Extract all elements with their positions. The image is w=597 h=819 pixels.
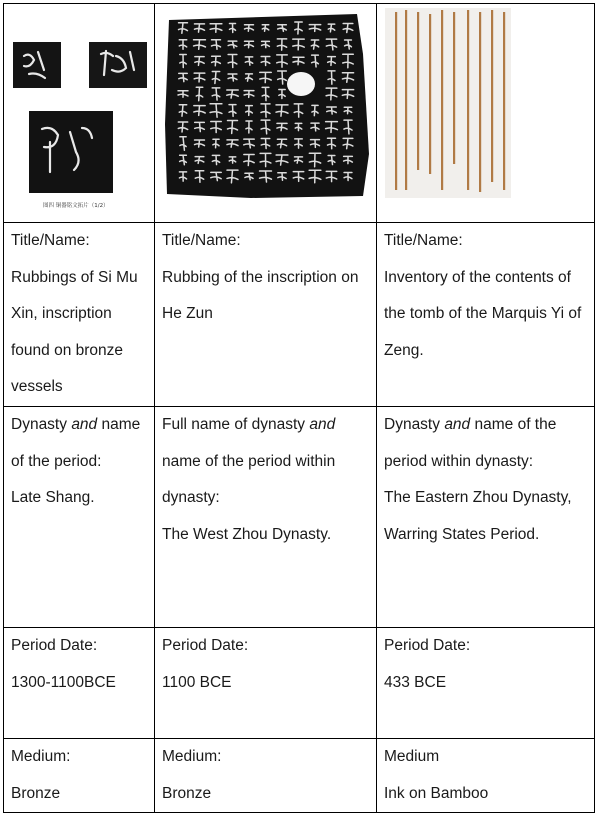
medium-label-3: Medium <box>384 747 440 765</box>
dynasty-value-3: The Eastern Zhou Dynasty, Warring States Period. <box>384 489 572 543</box>
rubbing-block-3 <box>29 111 113 193</box>
dynasty-label-2: Full name of dynasty and name of the period within dynasty: <box>162 415 336 507</box>
date-row <box>4 627 595 738</box>
medium-label-1: Medium: <box>11 747 71 765</box>
title-cell-2 <box>155 223 377 407</box>
date-label: Period Date: <box>384 636 471 654</box>
dynasty-cell-1 <box>4 406 155 627</box>
title-label: Title/Name: <box>11 232 90 249</box>
title-row <box>4 223 595 407</box>
bamboo-slip <box>417 12 419 170</box>
title-value-3: Inventory of the contents of the tomb of the Marquis Yi of Zeng. <box>384 268 582 359</box>
bamboo-slip <box>491 10 493 182</box>
dynasty-value-1: Late Shang. <box>11 489 95 507</box>
rubbing-damage-hole <box>287 72 315 96</box>
title-value-1: Rubbings of Si Mu Xin, inscription found on bronze vessels <box>11 268 138 396</box>
dynasty-row <box>4 406 595 627</box>
dynasty-label-1: Dynasty and name of the period: <box>11 415 141 470</box>
medium-cell-3 <box>377 738 595 812</box>
dynasty-cell-2 <box>155 406 377 627</box>
medium-value-1: Bronze <box>11 784 61 802</box>
artifact-table <box>3 3 595 813</box>
medium-label-2: Medium: <box>162 747 222 765</box>
date-value-3: 433 BCE <box>384 673 447 691</box>
bamboo-slip <box>453 12 455 164</box>
bamboo-slip <box>503 12 505 190</box>
date-value-1: 1300-1100BCE <box>11 673 116 691</box>
medium-cell-1 <box>4 738 155 812</box>
he-zun-rubbing-image <box>155 4 377 222</box>
si-mu-xin-rubbing-image <box>4 4 155 222</box>
bamboo-slip <box>395 12 397 190</box>
bamboo-slip <box>467 10 469 190</box>
date-cell-3 <box>377 627 595 738</box>
image-row <box>4 4 595 223</box>
date-label: Period Date: <box>11 636 98 654</box>
title-cell-3 <box>377 223 595 407</box>
rubbing-block-2 <box>89 42 147 88</box>
date-value-2: 1100 BCE <box>162 673 232 691</box>
bamboo-slips-image <box>377 4 595 222</box>
dynasty-label-3: Dynasty and name of the period within dynasty: <box>384 415 557 470</box>
image-cell-he-zun <box>155 4 377 223</box>
date-cell-1 <box>4 627 155 738</box>
image-cell-bamboo <box>377 4 595 223</box>
medium-value-2: Bronze <box>162 784 212 802</box>
title-cell-1 <box>4 223 155 407</box>
dynasty-value-2: The West Zhou Dynasty. <box>162 525 332 543</box>
title-value-2: Rubbing of the inscription on He Zun <box>162 268 359 323</box>
bamboo-slip <box>405 10 407 190</box>
rubbing-caption: 图四 铜器铭文拓片（1/2） <box>43 203 109 209</box>
image-cell-si-mu-xin <box>4 4 155 223</box>
date-label: Period Date: <box>162 636 249 654</box>
title-label: Title/Name: <box>162 232 241 249</box>
rubbing-block-1 <box>13 42 61 88</box>
medium-row <box>4 738 595 812</box>
bamboo-slip <box>429 14 431 174</box>
date-cell-2 <box>155 627 377 738</box>
dynasty-cell-3 <box>377 406 595 627</box>
medium-cell-2 <box>155 738 377 812</box>
medium-value-3: Ink on Bamboo <box>384 784 489 802</box>
bamboo-slip <box>479 12 481 192</box>
bamboo-slip <box>441 10 443 190</box>
title-label: Title/Name: <box>384 232 463 249</box>
